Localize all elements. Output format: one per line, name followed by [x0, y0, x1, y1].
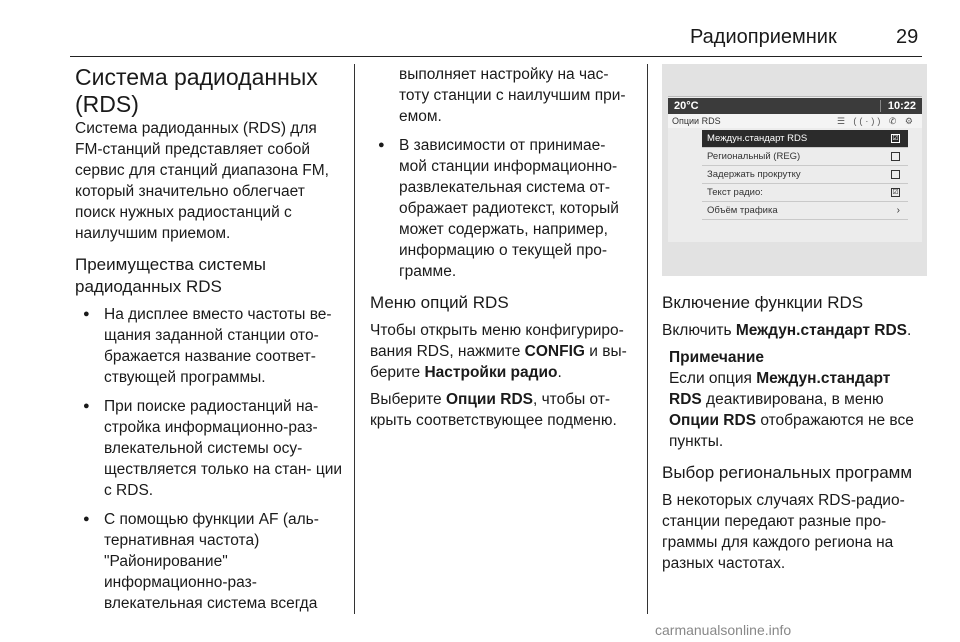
- intro-paragraph: Система радиоданных (RDS) для FM-станций представляет собой сервис для станций диапазона FM, который значительно облегчает поиск нужных радиостанций с наилучшим приемом.: [75, 120, 329, 242]
- watermark: carmanualsonline.info: [655, 622, 792, 638]
- list-item: ● На дисплее вместо частоты ве- щания заданной станции ото- бражается название соответ- ствующей программы.: [75, 304, 345, 388]
- temperature: 20°C: [674, 100, 699, 112]
- select-options-paragraph: Выберите Опции RDS, чтобы от- крыть соответствующее подменю.: [370, 391, 617, 429]
- status-icons: ☰ ((·)) ✆ ⚙: [836, 116, 916, 126]
- note-title: Примечание: [669, 349, 764, 366]
- screen-breadcrumb-bar: [668, 114, 922, 128]
- status-bar: [668, 98, 922, 114]
- enable-rds-heading: Включение функции RDS: [662, 293, 864, 312]
- list-item: ● При поиске радиостанций на- стройка информационно-раз- влекательной системы осу- ществляется только на стан- ции с RDS.: [75, 396, 345, 501]
- list-item-continued: выполняет настройку на час- тоту станции с наилучшим при- емом.: [399, 66, 626, 125]
- column-2: [370, 64, 635, 437]
- checkbox-checked-icon: ☑: [892, 135, 899, 142]
- menu-item-hold-scroll: Задержать прокрутку: [702, 166, 908, 184]
- menu-item-rds-standard: Междун.стандарт RDS ☑: [702, 130, 908, 148]
- regional-programs-paragraph: В некоторых случаях RDS-радио- станции передают разные про- граммы для каждого региона на разных частотах.: [662, 492, 905, 572]
- rds-menu-heading: Меню опций RDS: [370, 293, 509, 312]
- continued-list: [370, 64, 635, 282]
- enable-rds-paragraph: Включить Междун.стандарт RDS.: [662, 322, 912, 339]
- header-rule: [70, 56, 922, 57]
- list-item: ● С помощью функции AF (аль- тернативная частота) "Районирование" информационно-раз- влекательная система всегда: [75, 509, 345, 614]
- checkbox-unchecked-icon: [891, 170, 900, 179]
- column-3: [662, 292, 927, 580]
- advantages-list: [75, 304, 345, 614]
- infotainment-screen-image: [662, 64, 927, 276]
- column-divider-2: [647, 64, 648, 614]
- section-title: Система радиоданных (RDS): [75, 64, 318, 117]
- clock: 10:22: [887, 100, 916, 112]
- page-header-title: Радиоприемник: [690, 26, 837, 48]
- open-menu-paragraph: Чтобы открыть меню конфигуриро- вания RDS, нажмите CONFIG и вы- берите Настройки радио.: [370, 322, 627, 381]
- menu-item-regional: Региональный (REG): [702, 148, 908, 166]
- rds-options-menu: [702, 130, 908, 220]
- chevron-right-icon: ›: [896, 205, 900, 216]
- menu-item-traffic-volume: Объём трафика ›: [702, 202, 908, 220]
- screen-breadcrumb: Опции RDS: [672, 116, 721, 126]
- menu-item-radio-text: Текст радио: ☑: [702, 184, 908, 202]
- note-block: [662, 347, 927, 452]
- regional-programs-heading: Выбор региональных программ: [662, 463, 913, 482]
- page-number: 29: [896, 26, 919, 48]
- column-divider-1: [354, 64, 355, 614]
- note-text: Если опция Междун.стандарт RDS деактивирована, в меню Опции RDS отображаются не все пункты.: [669, 370, 914, 450]
- column-1: [75, 64, 345, 622]
- checkbox-unchecked-icon: [891, 152, 900, 161]
- list-item: ● В зависимости от принимае- мой станции информационно- развлекательная система от- ображает радиотекст, который может содержать, например, информацию о текущей про- грамме.: [370, 135, 635, 282]
- advantages-heading: Преимущества системы радиоданных RDS: [75, 255, 267, 296]
- checkbox-checked-icon: ☑: [892, 189, 899, 196]
